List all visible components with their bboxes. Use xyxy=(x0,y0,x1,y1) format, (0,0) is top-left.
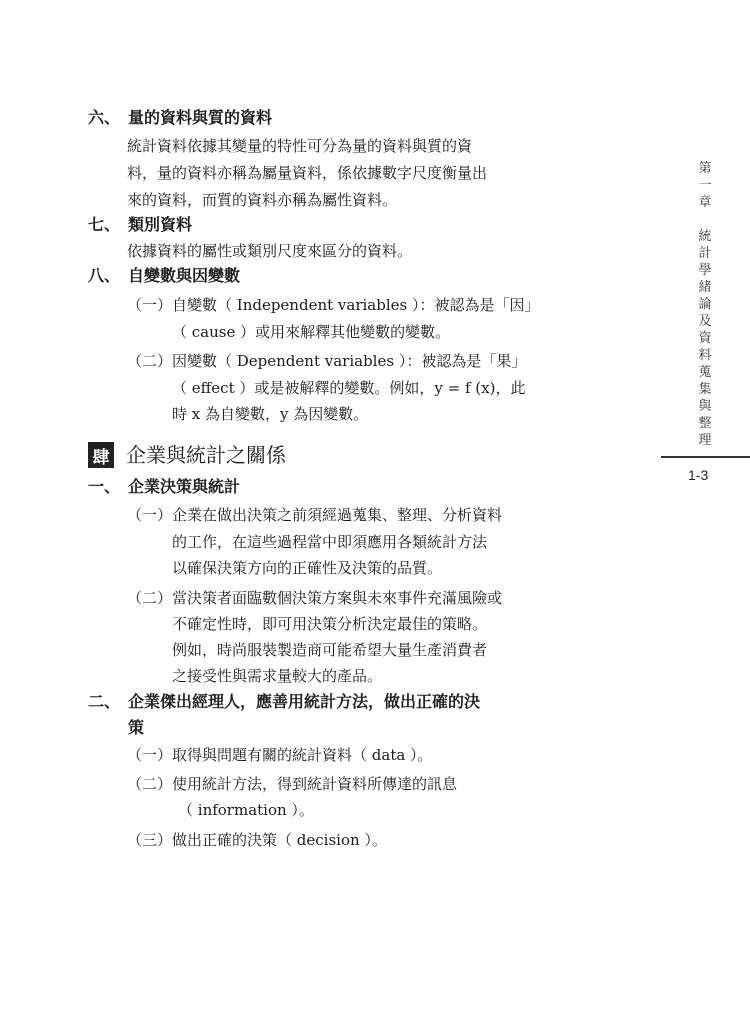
sub-item-label: （一） xyxy=(127,746,173,764)
chapter-char: 統 xyxy=(698,229,712,244)
paragraph-line: 的工作，在這些過程當中即須應用各類統計方法 xyxy=(172,533,488,551)
chapter-char: 及 xyxy=(698,314,712,329)
paragraph-line: 使用統計方法，得到統計資料所傳達的訊息 xyxy=(172,775,458,793)
paragraph-line: 企業在做出決策之前須經過蒐集、整理、分析資料 xyxy=(172,506,503,524)
section-title: 企業與統計之關係 xyxy=(126,443,286,467)
item-heading-six: 六、 量的資料與質的資料 xyxy=(88,108,273,127)
chapter-side-tab xyxy=(693,160,717,449)
paragraph-line: 料，量的資料亦稱為屬量資料，係依據數字尺度衡量出 xyxy=(127,164,488,182)
chapter-char: 緒 xyxy=(698,280,712,295)
chapter-tab-divider xyxy=(661,456,750,458)
part-heading-two: 二、 企業傑出經理人，應善用統計方法，做出正確的決 xyxy=(88,692,481,711)
chapter-char: 第 xyxy=(698,161,712,176)
chapter-char: 資 xyxy=(698,331,712,346)
paragraph-line: 統計資料依據其變量的特性可分為量的資料與質的資 xyxy=(127,137,473,155)
sub-item-label: （二） xyxy=(127,352,173,370)
chapter-char: 章 xyxy=(698,195,712,210)
paragraph-line: 例如，時尚服裝製造商可能希望大量生產消費者 xyxy=(172,641,488,659)
item-heading-seven: 七、 類別資料 xyxy=(88,215,193,234)
part-heading-one: 一、 企業決策與統計 xyxy=(88,477,241,496)
paragraph-line: （ cause ）或用來解釋其他變數的變數。 xyxy=(172,323,451,341)
sub-item-label: （二） xyxy=(127,775,173,793)
section-heading xyxy=(88,442,286,468)
item-heading-eight: 八、 自變數與因變數 xyxy=(88,266,241,285)
paragraph-line: 以確保決策方向的正確性及決策的品質。 xyxy=(172,559,443,577)
paragraph-line: 做出正確的決策（ decision ）。 xyxy=(172,831,387,849)
paragraph-line: 取得與問題有關的統計資料（ data ）。 xyxy=(172,746,433,764)
chapter-char: 與 xyxy=(698,399,712,414)
paragraph-line: 不確定性時，即可用決策分析決定最佳的策略。 xyxy=(172,615,488,633)
chapter-char: 論 xyxy=(698,297,712,312)
chapter-char: 料 xyxy=(698,348,712,363)
paragraph-line: 依據資料的屬性或類別尺度來區分的資料。 xyxy=(127,242,413,260)
chapter-char: 集 xyxy=(698,382,712,397)
sub-item-label: （一） xyxy=(127,506,173,524)
sub-item-label: （二） xyxy=(127,589,173,607)
chapter-char: 學 xyxy=(698,263,712,278)
section-number-badge: 肆 xyxy=(88,442,114,468)
paragraph-line: 自變數（ Independent variables ）：被認為是「因」 xyxy=(172,296,540,314)
paragraph-line: （ information ）。 xyxy=(178,801,314,819)
chapter-char: 整 xyxy=(698,416,712,431)
paragraph-line: 因變數（ Dependent variables ）：被認為是「果」 xyxy=(172,352,527,370)
page-number: 1-3 xyxy=(688,467,709,483)
paragraph-line: 當決策者面臨數個決策方案與未來事件充滿風險或 xyxy=(172,589,503,607)
chapter-char: 理 xyxy=(698,433,712,448)
paragraph-line: 時 x 為自變數，y 為因變數。 xyxy=(172,405,369,423)
chapter-char: 一 xyxy=(698,178,712,193)
sub-item-label: （三） xyxy=(127,831,173,849)
paragraph-line: 之接受性與需求量較大的產品。 xyxy=(172,667,383,685)
sub-item-label: （一） xyxy=(127,296,173,314)
chapter-char: 計 xyxy=(698,246,712,261)
paragraph-line: （ effect ）或是被解釋的變數。例如，y = f (x)，此 xyxy=(172,379,526,397)
paragraph-line: 來的資料，而質的資料亦稱為屬性資料。 xyxy=(127,191,398,209)
chapter-char: 蒐 xyxy=(698,365,712,380)
part-heading-two-continued: 策 xyxy=(128,718,145,737)
